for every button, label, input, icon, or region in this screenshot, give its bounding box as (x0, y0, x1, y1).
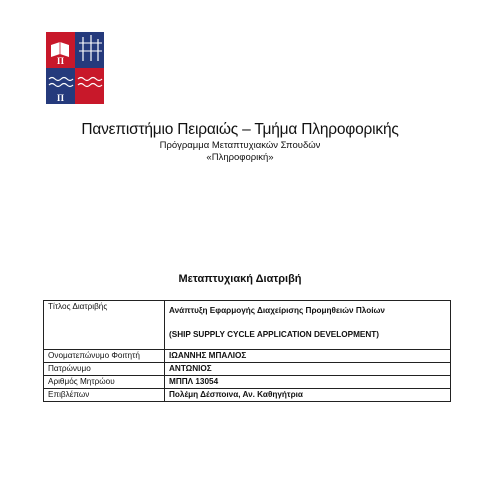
row-label: Τίτλος Διατριβής (44, 301, 165, 350)
supervisor-value: Πολέμη Δέσποινα, Αν. Καθηγήτρια (165, 389, 451, 402)
table-row (44, 389, 451, 402)
document-type-heading: Μεταπτυχιακή Διατριβή (178, 273, 302, 285)
program-name: «Πληροφορική» (206, 152, 274, 163)
student-name-value: ΙΩΑΝΝΗΣ ΜΠΑΛΙΟΣ (165, 350, 451, 363)
table-row (44, 363, 451, 376)
table-row (44, 301, 451, 350)
row-label: Αριθμός Μητρώου (44, 376, 165, 389)
table-row (44, 376, 451, 389)
row-label: Επιβλέπων (44, 389, 165, 402)
row-label: Πατρώνυμο (44, 363, 165, 376)
university-crest-icon (45, 31, 105, 105)
thesis-title-english: (SHIP SUPPLY CYCLE APPLICATION DEVELOPMENT) (169, 330, 380, 339)
row-label: Ονοματεπώνυμο Φοιτητή (44, 350, 165, 363)
registration-number-value: ΜΠΠΛ 13054 (165, 376, 451, 389)
university-logo (45, 31, 105, 105)
thesis-info-table (43, 300, 451, 402)
thesis-title-greek: Ανάπτυξη Εφαρμογής Διαχείρισης Προμηθειών Πλοίων (169, 306, 385, 315)
patronymic-value: ΑΝΤΩΝΙΟΣ (165, 363, 451, 376)
thesis-title-cell (165, 301, 451, 350)
table-row (44, 350, 451, 363)
logo-letter: Π (56, 56, 65, 66)
logo-letter: Π (56, 93, 65, 103)
university-department-title: Πανεπιστήμιο Πειραιώς – Τμήμα Πληροφορικής (81, 121, 399, 138)
program-title: Πρόγραμμα Μεταπτυχιακών Σπουδών (159, 140, 321, 151)
